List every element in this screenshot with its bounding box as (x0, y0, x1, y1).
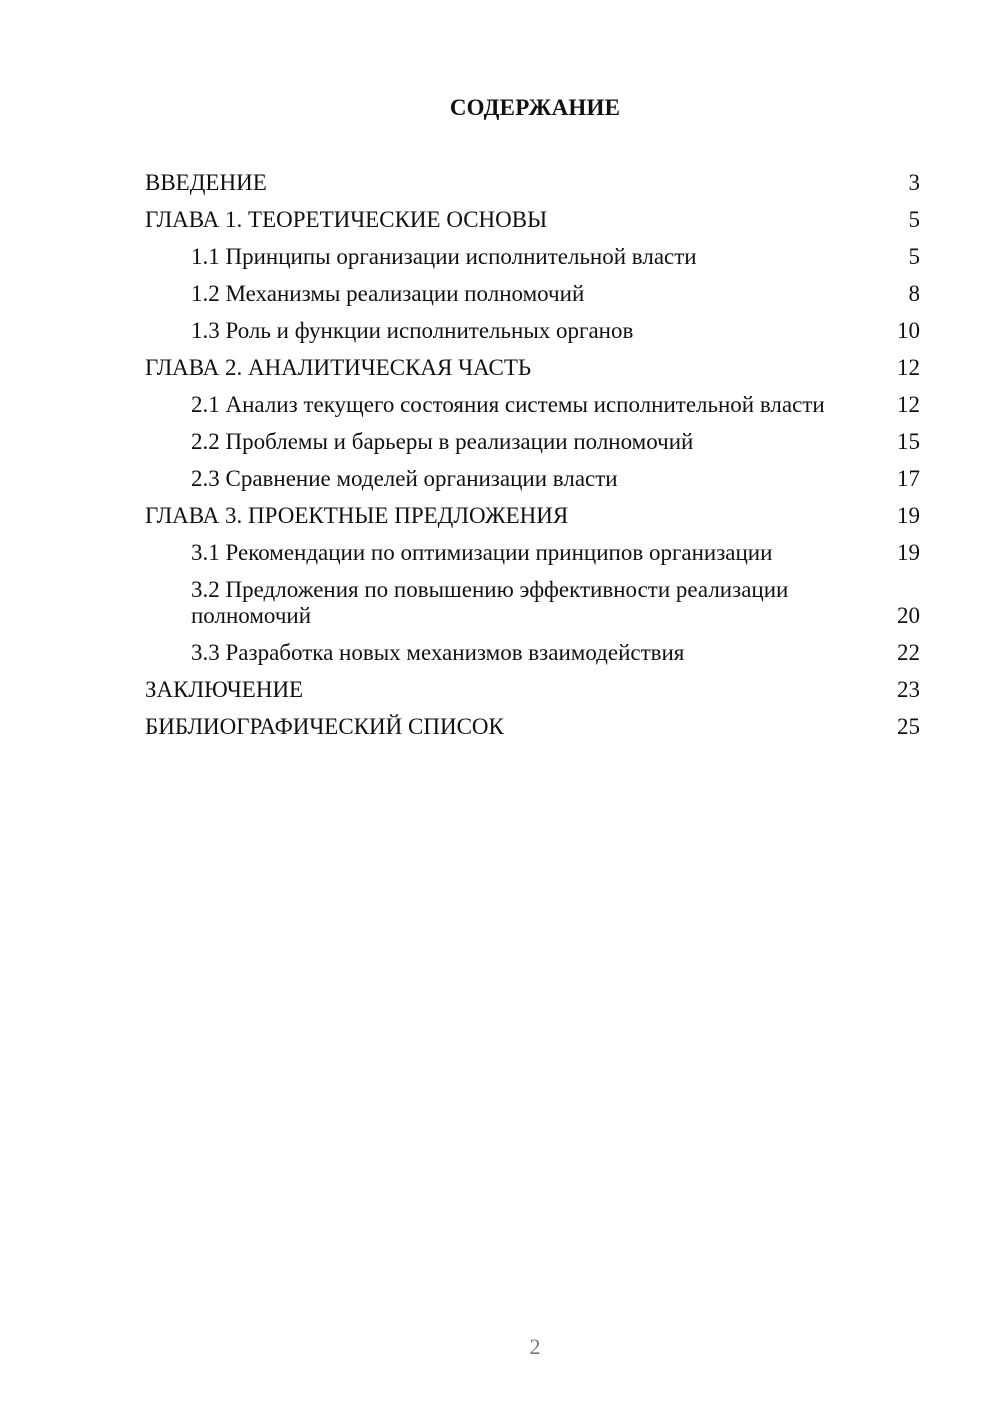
toc-entry-chapter-1 (145, 207, 920, 233)
toc-entry-bibliography (145, 714, 920, 740)
toc-entry-text: 2.3 Сравнение моделей организации власти (191, 466, 618, 491)
toc-entry-page: 22 (897, 640, 920, 665)
toc-entry-chapter-2 (145, 355, 920, 381)
toc-entry-page: 12 (897, 355, 920, 380)
page-title: СОДЕРЖАНИЕ (449, 95, 621, 120)
toc-entry-text: ГЛАВА 2. АНАЛИТИЧЕСКАЯ ЧАСТЬ (145, 355, 532, 380)
toc-entry-page: 15 (897, 429, 920, 454)
toc-entry-page: 19 (897, 540, 920, 565)
toc-entry-page: 3 (908, 170, 920, 195)
toc-entry-page: 20 (897, 603, 920, 628)
toc-entry-text: 2.2 Проблемы и барьеры в реализации полномочий (191, 429, 694, 454)
toc-entry-page: 12 (897, 392, 920, 417)
toc-entry-text: ЗАКЛЮЧЕНИЕ (145, 677, 304, 702)
toc-entry-page: 10 (897, 318, 920, 343)
toc-entry-page: 23 (897, 677, 920, 702)
toc-entry-text: 2.1 Анализ текущего состояния системы исполнительной власти (191, 392, 825, 417)
toc-entry-text: 1.3 Роль и функции исполнительных органов (191, 318, 634, 343)
toc-entry-section-3-3 (145, 640, 920, 666)
toc-entry-section-1-2 (145, 281, 920, 307)
toc-entry-section-2-3 (145, 466, 920, 492)
toc-entry-page: 5 (908, 207, 920, 232)
toc-entry-section-2-2 (145, 429, 920, 455)
toc-entry-section-1-1 (145, 244, 920, 270)
toc-entry-text: 3.3 Разработка новых механизмов взаимодействия (191, 640, 685, 665)
toc-entry-section-1-3 (145, 318, 920, 344)
toc-entry-text: 3.2 Предложения по повышению эффективности реализации полномочий (191, 577, 789, 628)
toc-entry-page: 19 (897, 503, 920, 528)
table-of-contents (145, 170, 920, 751)
toc-entry-text: 3.1 Рекомендации по оптимизации принципов организации (191, 540, 773, 565)
toc-entry-page: 25 (897, 714, 920, 739)
toc-entry-text: ГЛАВА 3. ПРОЕКТНЫЕ ПРЕДЛОЖЕНИЯ (145, 503, 569, 528)
toc-entry-section-3-1 (145, 540, 920, 566)
toc-entry-section-2-1 (145, 392, 920, 418)
toc-entry-page: 17 (897, 466, 920, 491)
toc-entry-text: БИБЛИОГРАФИЧЕСКИЙ СПИСОК (145, 714, 504, 739)
page-number: 2 (529, 1334, 541, 1359)
toc-entry-chapter-3 (145, 503, 920, 529)
toc-entry-text: ВВЕДЕНИЕ (145, 170, 267, 195)
toc-entry-introduction (145, 170, 920, 196)
toc-entry-conclusion (145, 677, 920, 703)
toc-entry-page: 5 (908, 244, 920, 269)
toc-entry-text: 1.2 Механизмы реализации полномочий (191, 281, 585, 306)
toc-entry-text: 1.1 Принципы организации исполнительной власти (191, 244, 697, 269)
toc-entry-page: 8 (908, 281, 920, 306)
toc-entry-text: ГЛАВА 1. ТЕОРЕТИЧЕСКИЕ ОСНОВЫ (145, 207, 548, 232)
toc-entry-section-3-2 (145, 577, 920, 629)
